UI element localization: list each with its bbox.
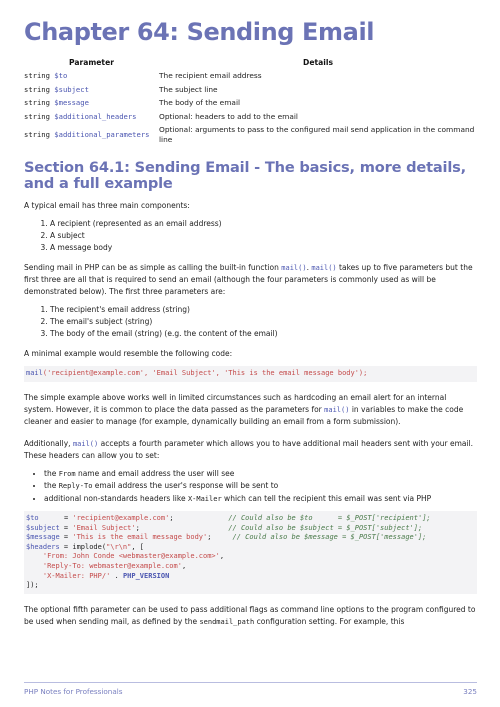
code-block-full [24,511,477,594]
param-type: string [24,98,50,107]
code-token: $headers [26,542,60,551]
list-item [44,493,477,506]
code-token: "\r\n" [106,542,132,551]
paragraph-mail-intro [24,262,477,298]
code-token: = [59,533,73,542]
param-details: The subject line [159,84,218,94]
components-list [24,218,477,254]
inline-code: sendmail_path [199,617,255,626]
param-var: $subject [54,84,89,94]
param-details: Optional: arguments to pass to the configured mail send application in the command line [159,125,475,144]
paragraph-headers [24,438,477,462]
text: which can tell the recipient this email was sent via PHP [221,493,432,503]
code-token: , [181,562,187,571]
table-header-details: Details [303,58,333,67]
table-header-parameter: Parameter [69,58,114,67]
text: the [44,468,59,478]
code-token: ; [169,514,229,523]
param-var: $additional_parameters [54,129,150,139]
parameter-table [24,58,477,146]
list-item: 3. The body of the email (string) (e.g. the content of the email) [50,328,477,340]
code-token: 'This is the email message body' [72,533,208,542]
paragraph-minimal: A minimal example would resemble the following code: [24,349,233,358]
params-list [24,304,477,340]
text: the [44,481,59,491]
code-token: 'From: John Conde <webmaster@example.com>' [26,552,220,561]
param-type: string [24,129,50,139]
list-item: 3. A message body [50,242,477,254]
param-details: The recipient email address [159,71,262,80]
code-comment: // Could also be $message = $_POST['message']; [232,533,427,542]
list-item [44,468,477,481]
chapter-title: Chapter 64: Sending Email [24,18,375,46]
code-token: , [219,552,225,561]
code-token: ; [207,533,233,542]
param-details: Optional: headers to add to the email [159,111,298,121]
page-footer [24,682,477,696]
list-item: 2. A subject [50,230,477,242]
code-token: 'X-Mailer: PHP/' [26,571,111,580]
param-details: The body of the email [159,98,241,107]
list-item [44,480,477,493]
table-row [24,96,477,110]
text: name and email address the user will see [75,468,235,478]
code-token: = [59,523,73,532]
intro-paragraph: A typical email has three main components: [24,201,190,210]
inline-code: mail() [281,264,307,272]
inline-code: Reply-To [58,482,93,491]
text: takes up to five parameters but the first three are all that is required to send an email (although the four parameters is commonly used as will be demonstrated below). The first three parameters are: [24,263,473,296]
code-token: ]); [26,581,39,590]
code-token: 'Email Subject' [72,523,136,532]
param-type: string [24,84,50,94]
inline-code: mail() [311,264,337,272]
code-token: , [ [131,542,145,551]
inline-code: X-Mailer [187,494,222,503]
text: . [306,263,312,272]
param-var: $message [54,98,89,107]
table-row [24,69,477,83]
text: The simple example above works well in limited circumstances such as hardcoding an email alert for an internal system. However, it is common to place the data passed as the parameters for [24,392,447,414]
page-number: 325 [463,687,477,696]
inline-code: mail() [72,439,99,448]
table-row [24,83,477,97]
text: The optional fifth parameter can be used to pass additional flags as command line options to the program configured to be used when sending mail, as defined by the [24,604,476,626]
param-type: string [24,111,50,121]
text: accepts a fourth parameter which allows you to have additional mail headers sent with your email. These headers can allow you to set: [24,438,474,460]
paragraph-simple-example [24,392,477,428]
code-token: 'recipient@example.com' [72,514,170,523]
code-token: = [38,514,73,523]
list-item: 1. A recipient (represented as an email address) [50,218,477,230]
list-item: 1. The recipient's email address (string) [50,304,477,316]
text: configuration setting. For example, this [254,616,405,626]
code-token: $to [26,514,39,523]
section-title: Section 64.1: Sending Email - The basics, more details, and a full example [24,159,466,192]
code-comment: // Could also be $subject = $_POST['subject']; [228,523,423,532]
page-content [24,18,477,628]
code-token: $message [26,533,60,542]
param-var: $to [54,71,68,80]
inline-code: mail() [324,405,350,414]
table-row [24,110,477,124]
inline-code: From [58,469,76,478]
footer-book-title: PHP Notes for Professionals [24,687,123,696]
param-var: $additional_headers [54,111,137,121]
headers-list [24,468,477,506]
code-token: = implode( [59,542,107,551]
code-token: PHP_VERSION [122,571,170,580]
text: email address the user's response will be sent to [92,481,279,491]
list-item: 2. The email's subject (string) [50,316,477,328]
text: Sending mail in PHP can be as simple as calling the built-in function [24,263,282,272]
code-block-minimal [24,366,477,382]
code-token: ; [135,523,229,532]
code-comment: // Could also be $to = $_POST['recipient']; [228,514,431,523]
text: Additionally, [24,438,73,448]
code-token: . [110,571,123,580]
code-fn: mail [26,369,43,377]
code-token: $subject [26,523,60,532]
code-args: ('recipient@example.com', 'Email Subject', 'This is the email message body'); [42,369,368,377]
text: additional non-standards headers like [44,493,188,503]
param-type: string [24,71,50,80]
code-token: 'Reply-To: webmaster@example.com' [26,562,182,571]
paragraph-fifth-param [24,604,477,628]
text: in variables to make the code cleaner and easier to manage (for example, dynamically building an email from a form submission). [24,404,464,426]
table-row [24,123,477,146]
